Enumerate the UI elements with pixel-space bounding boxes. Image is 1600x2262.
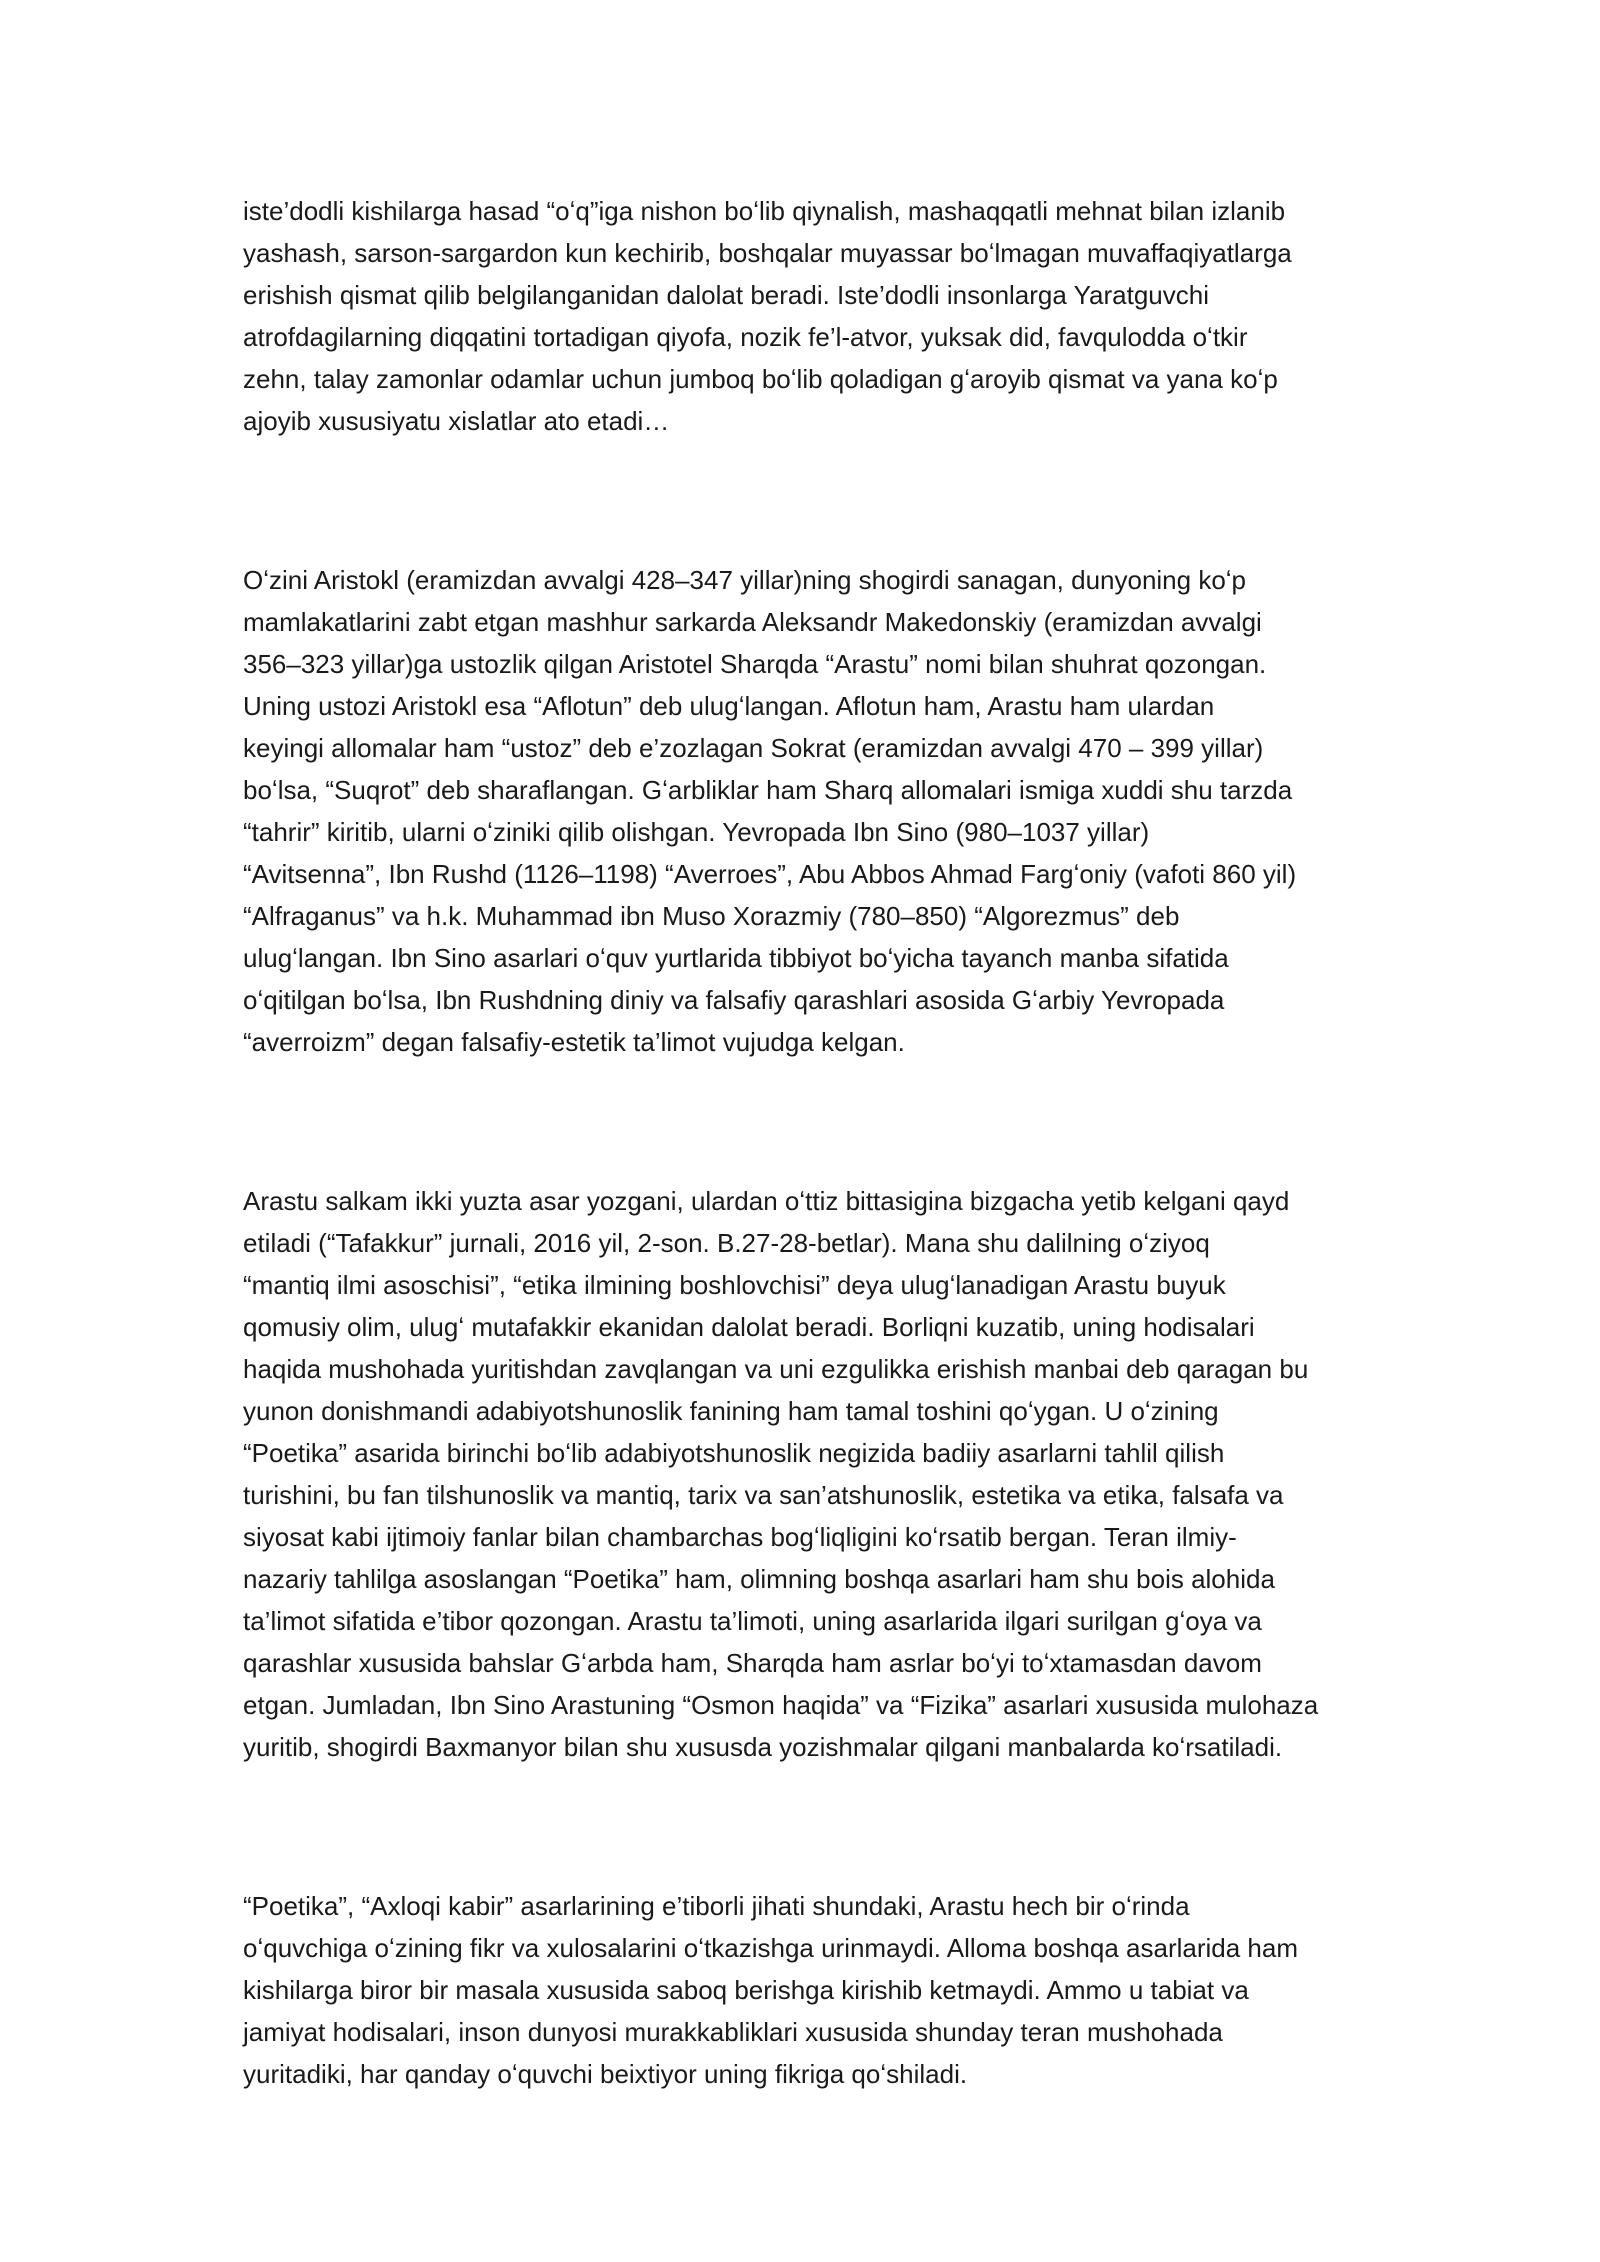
text-line: “averroizm” degan falsafiy-estetik ta’limot vujudga kelgan. (243, 1027, 905, 1057)
text-line: qomusiy olim, ulugʻ mutafakkir ekanidan dalolat beradi. Borliqni kuzatib, uning hodisalari (243, 1312, 1255, 1342)
text-line: oʻquvchiga oʻzining fikr va xulosalarini oʻtkazishga urinmaydi. Alloma boshqa asarlarida ham (243, 1933, 1298, 1963)
text-line: “Alfraganus” va h.k. Muhammad ibn Muso Xorazmiy (780–850) “Algorezmus” deb (243, 901, 1180, 931)
text-line: yashash, sarson-sargardon kun kechirib, boshqalar muyassar boʻlmagan muvaffaqiyatlarga (243, 238, 1292, 268)
paragraph-1 (243, 190, 1373, 442)
text-line: iste’dodli kishilarga hasad “oʻq”iga nishon boʻlib qiynalish, mashaqqatli mehnat bilan izlanib (243, 196, 1286, 226)
text-line: “Poetika” asarida birinchi boʻlib adabiyotshunoslik negizida badiiy asarlarni tahlil qilish (243, 1438, 1225, 1468)
document-body (243, 190, 1373, 2095)
text-line: nazariy tahlilga asoslangan “Poetika” ham, olimning boshqa asarlari ham shu bois alohida (243, 1564, 1275, 1594)
text-line: zehn, talay zamonlar odamlar uchun jumboq boʻlib qoladigan gʻaroyib qismat va yana koʻp (243, 364, 1278, 394)
paragraph-spacer (243, 442, 1373, 559)
text-line: oʻqitilgan boʻlsa, Ibn Rushdning diniy va falsafiy qarashlari asosida Gʻarbiy Yevropada (243, 985, 1225, 1015)
text-line: 356–323 yillar)ga ustozlik qilgan Aristotel Sharqda “Arastu” nomi bilan shuhrat qozongan. (243, 649, 1267, 679)
text-line: haqida mushohada yuritishdan zavqlangan va uni ezgulikka erishish manbai deb qaragan bu (243, 1354, 1309, 1384)
text-line: ulugʻlangan. Ibn Sino asarlari oʻquv yurtlarida tibbiyot boʻyicha tayanch manba sifatida (243, 943, 1229, 973)
text-line: Uning ustozi Aristokl esa “Aflotun” deb ulugʻlangan. Aflotun ham, Arastu ham ulardan (243, 691, 1215, 721)
paragraph-3 (243, 1180, 1373, 1768)
text-line: Oʻzini Aristokl (eramizdan avvalgi 428–347 yillar)ning shogirdi sanagan, dunyoning koʻp (243, 565, 1247, 595)
text-line: yunon donishmandi adabiyotshunoslik fanining ham tamal toshini qoʻygan. U oʻzining (243, 1396, 1219, 1426)
paragraph-4 (243, 1885, 1373, 2095)
text-line: kishilarga biror bir masala xususida saboq berishga kirishib ketmaydi. Ammo u tabiat va (243, 1975, 1249, 2005)
text-line: etgan. Jumladan, Ibn Sino Arastuning “Osmon haqida” va “Fizika” asarlari xususida mulohaza (243, 1690, 1319, 1720)
paragraph-2 (243, 559, 1373, 1063)
text-line: “tahrir” kiritib, ularni oʻziniki qilib olishgan. Yevropada Ibn Sino (980–1037 yillar) (243, 817, 1150, 847)
text-line: qarashlar xususida bahslar Gʻarbda ham, Sharqda ham asrlar boʻyi toʻxtamasdan davom (243, 1648, 1262, 1678)
text-line: “mantiq ilmi asoschisi”, “etika ilmining boshlovchisi” deya ulugʻlanadigan Arastu buyuk (243, 1270, 1226, 1300)
text-line: turishini, bu fan tilshunoslik va mantiq, tarix va san’atshunoslik, estetika va etika, falsafa va (243, 1480, 1284, 1510)
text-line: etiladi (“Tafakkur” jurnali, 2016 yil, 2-son. B.27-28-betlar). Mana shu dalilning oʻziyoq (243, 1228, 1210, 1258)
text-line: erishish qismat qilib belgilanganidan dalolat beradi. Iste’dodli insonlarga Yaratguvchi (243, 280, 1209, 310)
text-line: jamiyat hodisalari, inson dunyosi murakkabliklari xususida shunday teran mushohada (243, 2017, 1223, 2047)
text-line: keyingi allomalar ham “ustoz” deb e’zozlagan Sokrat (eramizdan avvalgi 470 – 399 yillar) (243, 733, 1264, 763)
text-line: siyosat kabi ijtimoiy fanlar bilan chambarchas bogʻliqligini koʻrsatib bergan. Teran ilmiy- (243, 1522, 1237, 1552)
text-line: ajoyib xususiyatu xislatlar ato etadi… (243, 406, 670, 436)
paragraph-spacer (243, 1768, 1373, 1885)
text-line: yuritib, shogirdi Baxmanyor bilan shu xususda yozishmalar qilgani manbalarda koʻrsatiladi. (243, 1732, 1283, 1762)
text-line: yuritadiki, har qanday oʻquvchi beixtiyor uning fikriga qoʻshiladi. (243, 2059, 968, 2089)
text-line: “Poetika”, “Axloqi kabir” asarlarining e’tiborli jihati shundaki, Arastu hech bir oʻrinda (243, 1891, 1190, 1921)
text-line: “Avitsenna”, Ibn Rushd (1126–1198) “Averroes”, Abu Abbos Ahmad Fargʻoniy (vafoti 860 yil) (243, 859, 1297, 889)
text-line: Arastu salkam ikki yuzta asar yozgani, ulardan oʻttiz bittasigina bizgacha yetib kelgani qayd (243, 1186, 1290, 1216)
text-line: boʻlsa, “Suqrot” deb sharaflangan. Gʻarbliklar ham Sharq allomalari ismiga xuddi shu tarzda (243, 775, 1293, 805)
paragraph-spacer (243, 1063, 1373, 1180)
text-line: atrofdagilarning diqqatini tortadigan qiyofa, nozik fe’l-atvor, yuksak did, favqulodda oʻtkir (243, 322, 1248, 352)
text-line: mamlakatlarini zabt etgan mashhur sarkarda Aleksandr Makedonskiy (eramizdan avvalgi (243, 607, 1262, 637)
text-line: ta’limot sifatida e’tibor qozongan. Arastu ta’limoti, uning asarlarida ilgari surilgan gʻoya va (243, 1606, 1262, 1636)
